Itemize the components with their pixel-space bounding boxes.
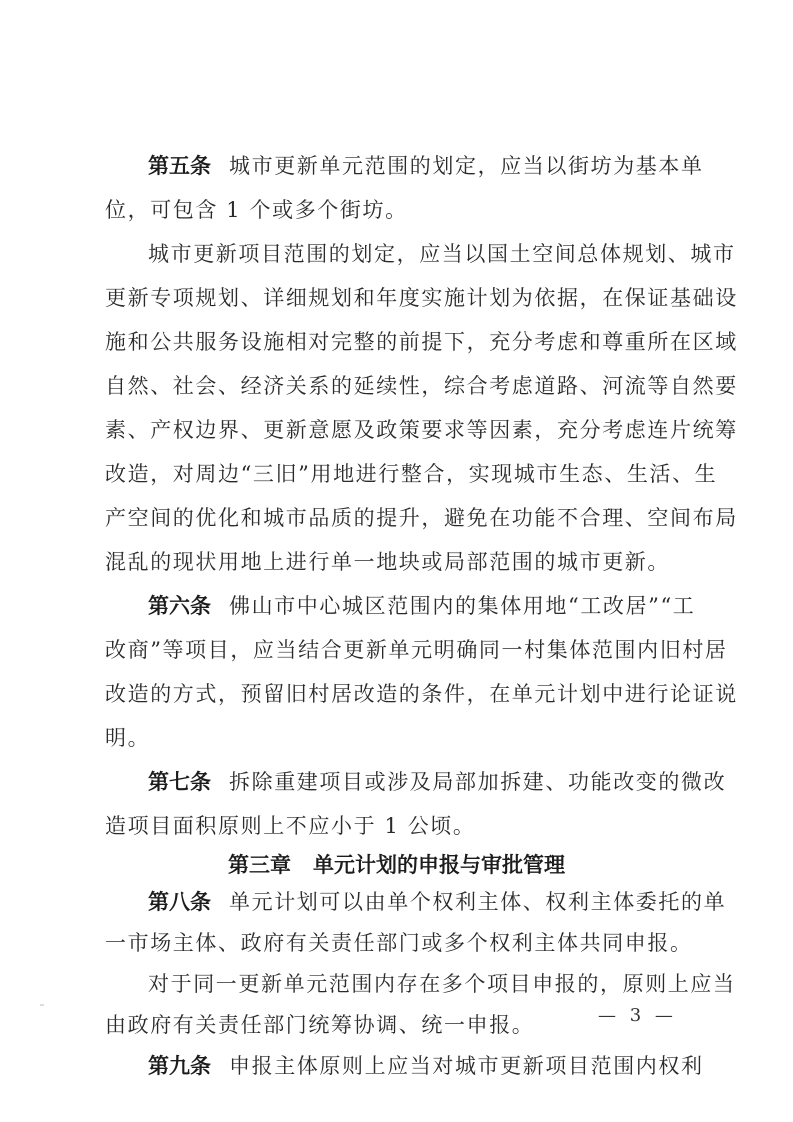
paragraph-line: 素、产权边界、更新意愿及政策要求等因素，充分考虑连片统筹 xyxy=(105,418,738,442)
article-5-line-1: 第五条 城市更新单元范围的划定，应当以街坊为基本单 xyxy=(148,154,704,178)
article-7-line-1: 第七条 拆除重建项目或涉及局部加拆建、功能改变的微改 xyxy=(148,770,727,794)
paragraph-line: 对于同一更新单元范围内存在多个项目申报的，原则上应当 xyxy=(148,972,736,996)
article-8-line-1: 第八条 单元计划可以由单个权利主体、权利主体委托的单 xyxy=(148,890,727,914)
paragraph-line: 混乱的现状用地上进行单一地块或局部范围的城市更新。 xyxy=(105,550,670,574)
paragraph-line: 一市场主体、政府有关责任部门或多个权利主体共同申报。 xyxy=(105,931,693,955)
article-9-line-1: 第九条 申报主体原则上应当对城市更新项目范围内权利 xyxy=(148,1054,704,1078)
page-number: — 3 — xyxy=(598,1005,677,1026)
paragraph-line: 改商”等项目，应当结合更新单元明确同一村集体范围内旧村居 xyxy=(105,638,728,662)
article-6-line-1: 第六条 佛山市中心城区范围内的集体用地“工改居”“工 xyxy=(148,594,696,618)
article-heading: 第七条 xyxy=(148,770,211,794)
paragraph-line: 更新专项规划、详细规划和年度实施计划为依据，在保证基础设 xyxy=(105,286,738,310)
paragraph-line: 造项目面积原则上不应小于 1 公顷。 xyxy=(105,814,476,838)
article-heading: 第九条 xyxy=(148,1054,211,1078)
paragraph-line: 施和公共服务设施相对完整的前提下，充分考虑和尊重所在区域 xyxy=(105,330,738,354)
chapter-heading: 第三章 单元计划的申报与审批管理 xyxy=(228,853,565,877)
paragraph-line: 改造的方式，预留旧村居改造的条件，在单元计划中进行论证说 xyxy=(105,682,738,706)
article-heading: 第六条 xyxy=(148,594,211,618)
paragraph-line: 改造，对周边“三旧”用地进行整合，实现城市生态、生活、生 xyxy=(105,462,718,486)
paragraph-line: 由政府有关责任部门统筹协调、统一申报。 xyxy=(105,1013,535,1037)
article-heading: 第八条 xyxy=(148,890,211,914)
article-5-line-2: 位，可包含 1 个或多个街坊。 xyxy=(105,198,408,222)
scan-mark xyxy=(40,1004,44,1006)
paragraph-line: 明。 xyxy=(105,726,151,750)
paragraph-line: 产空间的优化和城市品质的提升，避免在功能不合理、空间布局 xyxy=(105,506,738,530)
paragraph-line: 城市更新项目范围的划定，应当以国土空间总体规划、城市 xyxy=(148,242,736,266)
article-heading: 第五条 xyxy=(148,154,211,178)
paragraph-line: 自然、社会、经济关系的延续性，综合考虑道路、河流等自然要 xyxy=(105,374,738,398)
